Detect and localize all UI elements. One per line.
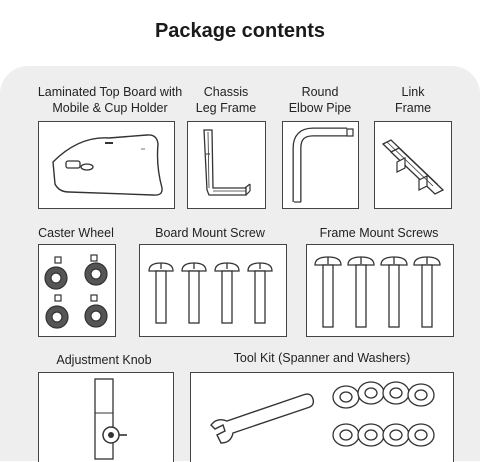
leg-frame-box xyxy=(187,121,266,209)
item-label-tool-kit xyxy=(196,350,448,366)
leg-frame-icon xyxy=(188,122,265,208)
adjustment-knob-box xyxy=(38,372,174,462)
item-label-elbow-pipe xyxy=(278,84,362,116)
adjustment-knob-icon xyxy=(39,373,173,462)
label-line: Round xyxy=(301,85,339,99)
label-line: Adjustment Knob xyxy=(56,353,152,367)
elbow-pipe-box xyxy=(282,121,359,209)
item-label-link-frame xyxy=(370,84,456,116)
frame-screw-box xyxy=(306,244,454,337)
board-screw-icon xyxy=(140,245,286,336)
board-screw-box xyxy=(139,244,287,337)
item-label-board-screw xyxy=(132,225,288,241)
frame-screw-icon xyxy=(307,245,453,336)
item-label-frame-screw xyxy=(300,225,458,241)
item-label-adjustment-knob xyxy=(36,352,172,368)
elbow-pipe-icon xyxy=(283,122,358,208)
item-label-leg-frame xyxy=(184,84,268,116)
label-line: Chassis xyxy=(203,85,249,99)
tool-kit-box xyxy=(190,372,454,462)
link-frame-icon xyxy=(375,122,451,208)
label-line: Frame Mount Screws xyxy=(319,226,439,240)
tool-kit-icon xyxy=(191,373,453,462)
label-line: Frame xyxy=(394,101,432,115)
label-line: Board Mount Screw xyxy=(155,226,265,240)
caster-wheel-icon xyxy=(39,245,115,336)
label-line: Leg Frame xyxy=(195,101,257,115)
label-line: Mobile & Cup Holder xyxy=(52,101,168,115)
top-board-box xyxy=(38,121,175,209)
label-line: Link xyxy=(401,85,425,99)
top-board-icon xyxy=(39,122,174,208)
item-label-caster-wheel xyxy=(26,225,126,241)
link-frame-box xyxy=(374,121,452,209)
label-line: Caster Wheel xyxy=(38,226,114,240)
item-label-top-board xyxy=(22,84,198,116)
label-line: Elbow Pipe xyxy=(288,101,352,115)
label-line: Laminated Top Board with xyxy=(37,85,183,99)
label-line: Tool Kit (Spanner and Washers) xyxy=(233,351,411,365)
caster-wheel-box xyxy=(38,244,116,337)
page-title: Package contents xyxy=(154,20,326,42)
